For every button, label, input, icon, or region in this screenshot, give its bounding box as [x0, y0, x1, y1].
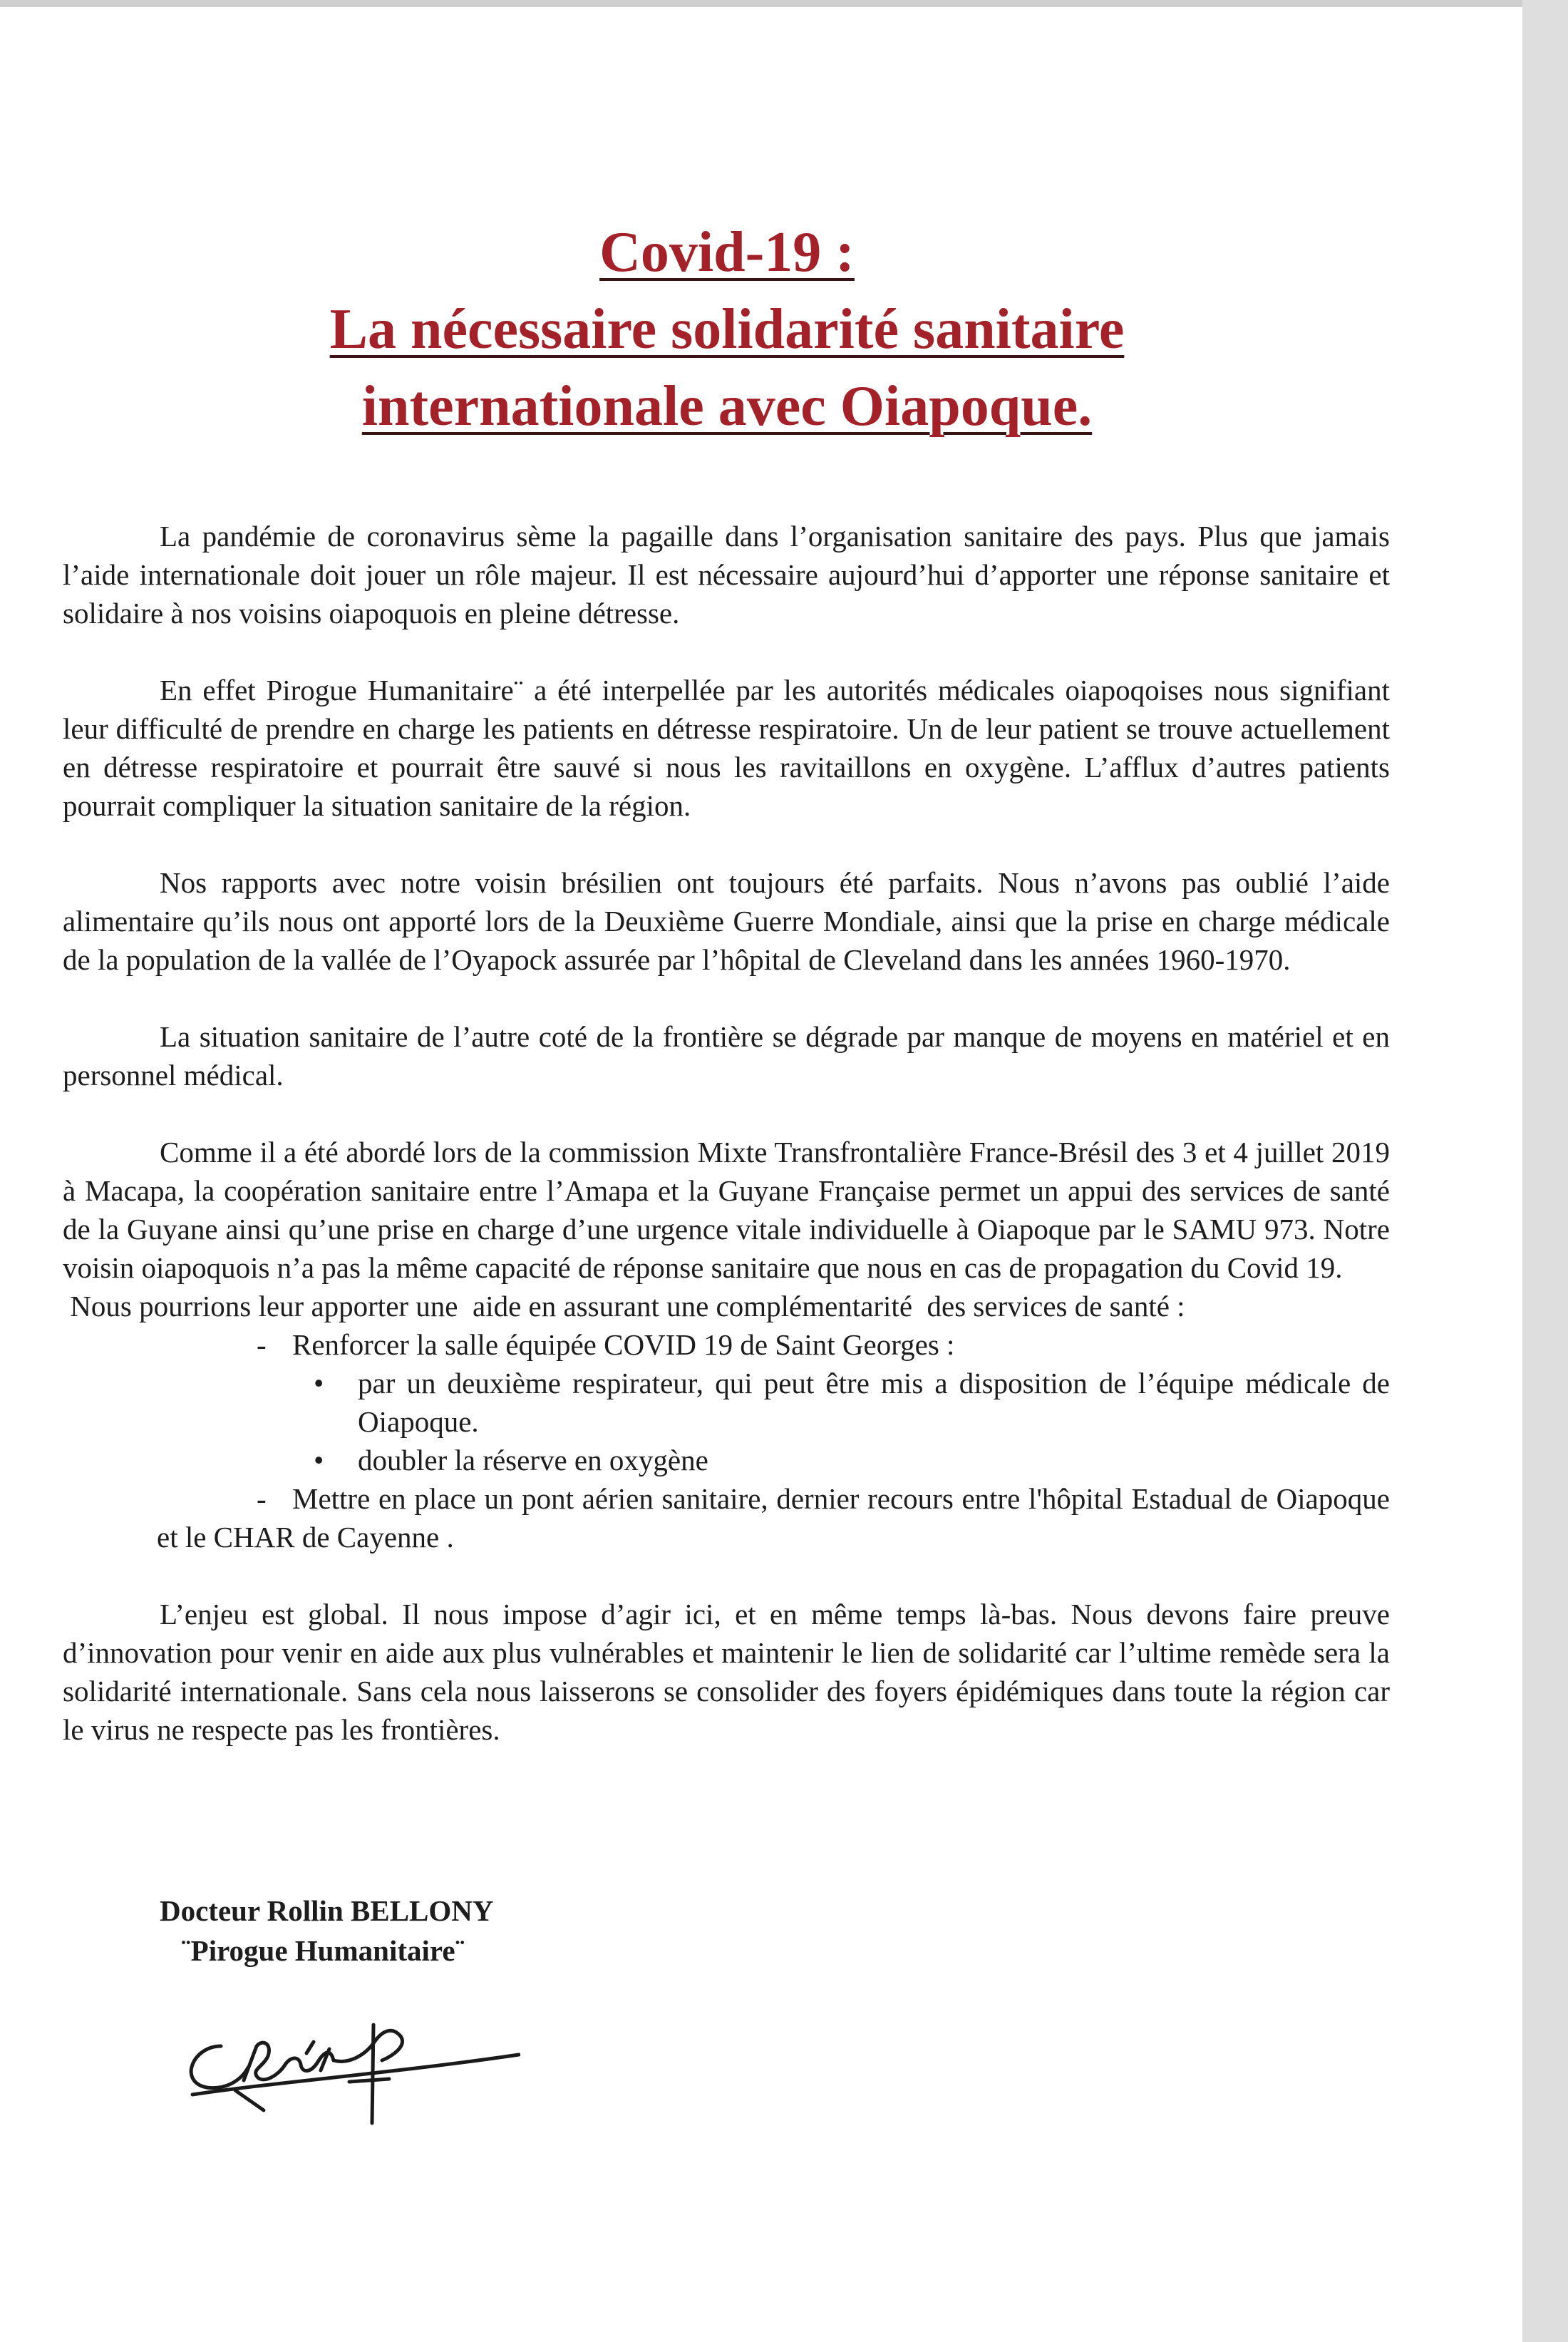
right-margin-strip: [1522, 0, 1568, 2342]
paragraph-2: En effet Pirogue Humanitaire¨ a été interpellée par les autorités médicales oiapoqoises nous signifiant leur difficulté de prendre en charge les patients en détresse respiratoire. Un de leur patient se trouve actuellement en détresse respiratoire et pourrait être sauvé si nous les ravitaillons en oxygène. L’afflux d’autres patients pourrait compliquer la situation sanitaire de la région.: [63, 674, 1390, 822]
signatory-organization: ¨Pirogue Humanitaire¨: [181, 1934, 465, 1967]
signoff-block: [160, 1891, 494, 1971]
paragraph-5: Comme il a été abordé lors de la commission Mixte Transfrontalière France-Brésil des 3 et 4 juillet 2019 à Macapa, la coopération sanitaire entre l’Amapa et la Guyane Française permet un appui des services de santé de la Guyane ainsi qu’une prise en charge d’une urgence vitale individuelle à Oiapoque par le SAMU 973. Notre voisin oiapoquois n’a pas la même capacité de réponse sanitaire que nous en cas de propagation du Covid 19.: [63, 1136, 1390, 1284]
dash-marker: -: [257, 1328, 267, 1361]
paragraph-4: La situation sanitaire de l’autre coté de la frontière se dégrade par manque de moyens en matériel et en personnel médical.: [63, 1020, 1390, 1092]
document-body: [63, 517, 1390, 1787]
paragraph-3: Nos rapports avec notre voisin brésilien ont toujours été parfaits. Nous n’avons pas oublié l’aide alimentaire qu’ils nous ont apporté lors de la Deuxième Guerre Mondiale, ainsi que la prise en charge médicale de la population de la vallée de l’Oyapock assurée par l’hôpital de Cleveland dans les années 1960-1970.: [63, 866, 1390, 976]
title-line-2: La nécessaire solidarité sanitaire: [329, 298, 1125, 361]
sub-list: [63, 1364, 1390, 1479]
list-item-2-text: Mettre en place un pont aérien sanitaire, dernier recours entre l'hôpital Estadual de Oiapoque et le CHAR de Cayenne .: [157, 1482, 1390, 1553]
sub-list-item-2-text: doubler la réserve en oxygène: [358, 1444, 708, 1476]
sub-list-item-1: [63, 1364, 1390, 1441]
title-line-1: Covid-19 :: [599, 221, 855, 284]
list-item-2: [63, 1479, 1390, 1556]
list-item-1: [63, 1325, 1390, 1364]
bullet-marker: •: [314, 1367, 324, 1399]
sub-list-item-1-text: par un deuxième respirateur, qui peut être mis a disposition de l’équipe médicale de Oiapoque.: [358, 1367, 1390, 1438]
paragraph-6: Nous pourrions leur apporter une aide en assurant une complémentarité des services de santé :: [63, 1290, 1185, 1322]
document-title: [0, 214, 1454, 445]
handwritten-signature-icon: [178, 1996, 520, 2132]
paragraph-1: La pandémie de coronavirus sème la pagaille dans l’organisation sanitaire des pays. Plus que jamais l’aide internationale doit jouer un rôle majeur. Il est nécessaire aujourd’hui d’apporter une réponse sanitaire et solidaire à nos voisins oiapoquois en pleine détresse.: [63, 520, 1390, 630]
title-line-3: internationale avec Oiapoque.: [361, 375, 1093, 438]
signatory-name: Docteur Rollin BELLONY: [160, 1894, 494, 1927]
bullet-marker: •: [314, 1444, 324, 1476]
list-item-1-text: Renforcer la salle équipée COVID 19 de Saint Georges :: [292, 1328, 955, 1361]
paragraph-7: L’enjeu est global. Il nous impose d’agir ici, et en même temps là-bas. Nous devons faire preuve d’innovation pour venir en aide aux plus vulnérables et maintenir le lien de solidarité car l’ultime remède sera la solidarité internationale. Sans cela nous laisserons se consolider des foyers épidémiques dans toute la région car le virus ne respecte pas les frontières.: [63, 1598, 1390, 1746]
sub-list-item-2: [63, 1441, 1390, 1479]
dash-marker: -: [257, 1482, 267, 1515]
